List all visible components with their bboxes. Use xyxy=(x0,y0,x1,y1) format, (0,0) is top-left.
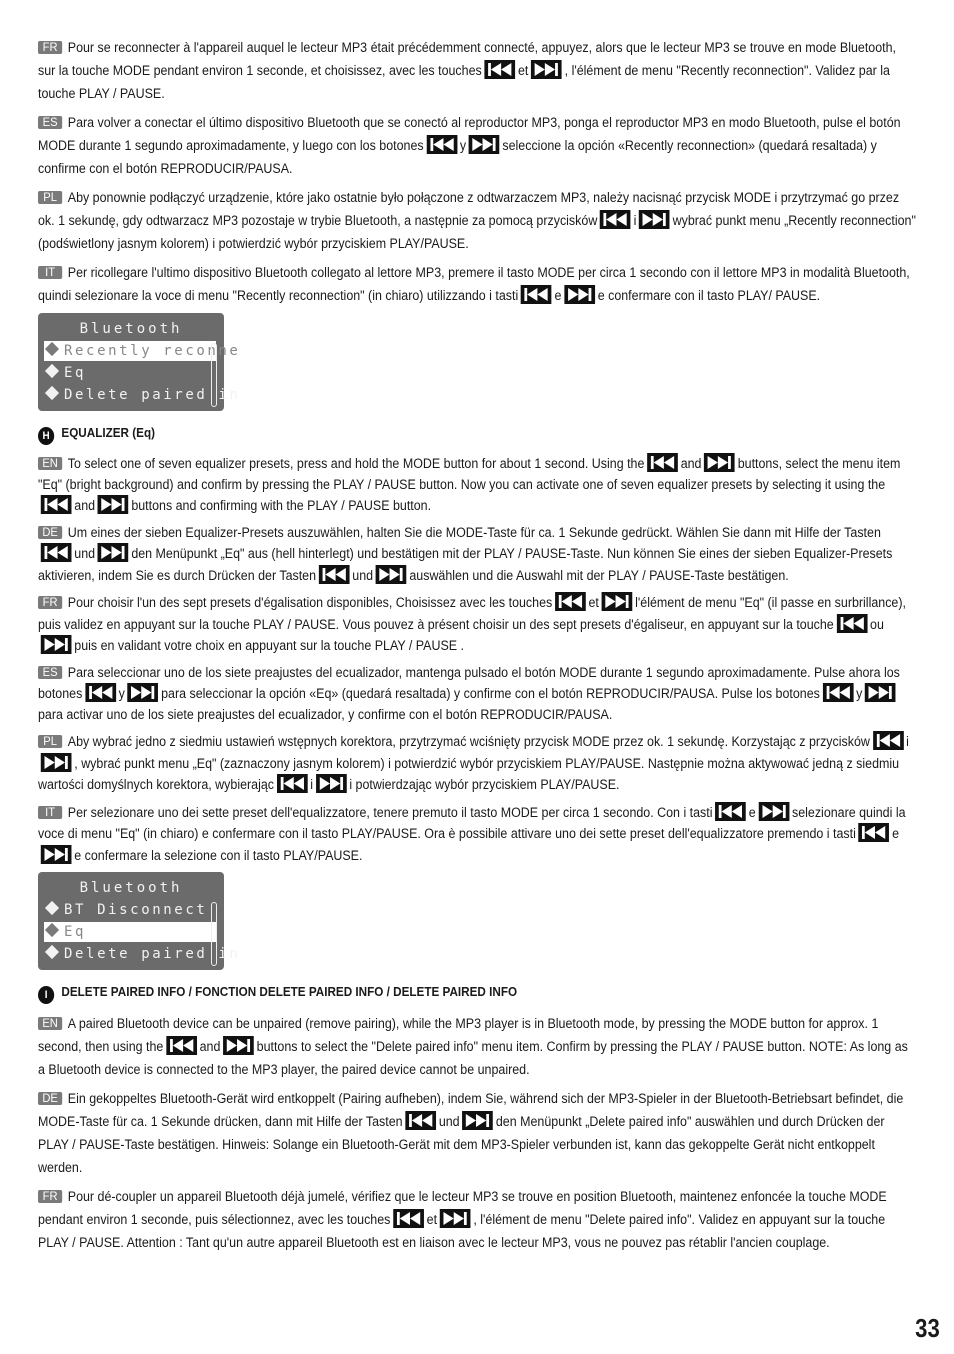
skip-previous-icon xyxy=(41,543,72,562)
language-badge: EN xyxy=(38,457,62,470)
lcd-menu-item xyxy=(44,341,241,361)
skip-next-icon xyxy=(759,802,790,821)
skip-previous-icon xyxy=(85,683,116,702)
skip-previous-icon xyxy=(393,1209,424,1228)
section-title: DELETE PAIRED INFO / FONCTION DELETE PAIRED INFO / DELETE PAIRED INFO xyxy=(61,984,518,999)
paragraph-text: wybrać punkt menu „Recently reconnection" (podświetlony jasnym kolorem) i potwierdzić wybór przyciskiem PLAY/PAUSE. xyxy=(38,213,916,251)
skip-next-icon xyxy=(98,495,129,514)
paragraph-text: puis en validant votre choix en appuyant sur la touche PLAY / PAUSE . xyxy=(74,638,465,653)
skip-next-icon xyxy=(98,543,129,562)
paragraph-text: Ein gekoppeltes Bluetooth-Gerät wird entkoppelt (Pairing aufheben), indem Sie, während sich der MP3-Spieler in der Bluetooth-Betriebsart befindet, die MODE-Taste für ca. 1 Sekunde drücken, dann mit Hilfe der Tasten xyxy=(38,1091,904,1129)
skip-previous-icon xyxy=(405,1111,436,1130)
paragraph-text: e confermare la selezione con il tasto PLAY/PAUSE. xyxy=(74,847,363,863)
skip-next-icon xyxy=(564,285,595,304)
lcd-menu-item xyxy=(44,385,241,405)
skip-next-icon xyxy=(223,1036,254,1055)
skip-next-icon xyxy=(469,135,500,154)
lcd-menu-item xyxy=(44,944,241,964)
paragraph-text: para seleccionar la opción «Eq» (quedará resaltada) y confirme con el botón REPRODUCIR/PAUSA. Pulse los botones xyxy=(161,686,820,701)
paragraph-de xyxy=(38,523,916,587)
language-badge: DE xyxy=(38,526,62,539)
skip-previous-icon xyxy=(837,614,868,633)
skip-previous-icon xyxy=(166,1036,197,1055)
skip-next-icon xyxy=(41,635,72,654)
paragraph-en xyxy=(38,1012,916,1081)
skip-next-icon xyxy=(316,774,347,793)
language-badge: FR xyxy=(38,596,62,609)
language-badge: FR xyxy=(38,1190,62,1203)
paragraph-text: para activar uno de los siete preajustes del ecualizador, y confirme con el botón REPRODUCIR/PAUSA. xyxy=(38,706,613,722)
skip-next-icon xyxy=(41,753,72,772)
page-number: 33 xyxy=(915,1313,940,1343)
paragraph-text: Pour se reconnecter à l'appareil auquel le lecteur MP3 était précédemment connecté, appuyez, alors que le lecteur MP3 se trouve en mode Bluetooth, sur la touche MODE pendant environ 1 seconde, et choisissez, avec les touches xyxy=(38,40,896,78)
paragraph-text: i xyxy=(310,777,314,792)
skip-previous-icon xyxy=(600,210,631,229)
skip-previous-icon xyxy=(647,453,678,472)
language-badge: PL xyxy=(38,735,62,748)
paragraph-text: und xyxy=(352,567,374,583)
paragraph-fr xyxy=(38,1185,916,1254)
language-badge: IT xyxy=(38,806,62,819)
skip-previous-icon xyxy=(426,135,457,154)
lcd-scrollbar xyxy=(211,902,217,966)
skip-previous-icon xyxy=(859,823,890,842)
lcd-menu-label: BT Disconnect xyxy=(64,902,208,918)
lcd-scrollbar xyxy=(211,343,217,407)
section-title: EQUALIZER (Eq) xyxy=(61,425,155,440)
paragraph-text: Pour dé-coupler un appareil Bluetooth déjà jumelé, vérifiez que le lecteur MP3 se trouve en position Bluetooth, maintenez enfoncée la touche MODE pendant environ 1 seconde, puis sélectionnez, avec les touches xyxy=(38,1189,887,1227)
paragraph-text: buttons and confirming with the PLAY / PAUSE button. xyxy=(131,498,432,513)
lcd-menu-item xyxy=(44,363,216,383)
paragraph-es xyxy=(38,111,916,180)
paragraph-text: Para volver a conectar el último dispositivo Bluetooth que se conectó al reproductor MP3, ponga el reproductor MP3 en modo Bluetooth, pulse el botón MODE durante 1 segundo aproximadamente, y luego con los botones xyxy=(38,115,901,153)
section-heading xyxy=(38,984,828,1004)
paragraph-text: auswählen und die Auswahl mit der PLAY / PAUSE-Taste bestätigen. xyxy=(409,567,789,583)
lcd-menu-label: Delete paired in xyxy=(64,387,241,403)
paragraph-text: i potwierdzając wybór przyciskiem PLAY/PAUSE. xyxy=(349,777,620,792)
skip-previous-icon xyxy=(873,731,904,750)
lcd-menu-item xyxy=(44,922,216,942)
skip-previous-icon xyxy=(521,285,552,304)
paragraph-text: and xyxy=(74,498,96,513)
diamond-bullet-icon xyxy=(45,364,59,378)
paragraph-text: A paired Bluetooth device can be unpaired (remove pairing), while the MP3 player is in Bluetooth mode, by pressing the MODE button for approx. 1 second, then using the xyxy=(38,1016,879,1054)
paragraph-text: y xyxy=(459,138,467,153)
lcd-title: Bluetooth xyxy=(79,880,183,896)
paragraph-text: den Menüpunkt „Eq" aus (hell hinterlegt) und bestätigen mit der PLAY / PAUSE-Taste. Nun können Sie eines der sieben Equalizer-Presets aktivieren, indem Sie es durch Drücken der Tasten xyxy=(38,546,893,583)
section-heading xyxy=(38,425,828,445)
paragraph-text: Per selezionare uno dei sette preset dell'equalizzatore, tenere premuto il tasto MODE per circa 1 secondo. Con i tasti xyxy=(67,804,713,820)
diamond-bullet-icon xyxy=(45,342,59,356)
skip-previous-icon xyxy=(41,495,72,514)
paragraph-es xyxy=(38,663,916,726)
lcd-menu-item xyxy=(44,900,216,920)
skip-next-icon xyxy=(639,210,670,229)
paragraph-text: Per ricollegare l'ultimo dispositivo Bluetooth collegato al lettore MP3, premere il tasto MODE per circa 1 secondo con il lettore MP3 in modalità Bluetooth, quindi selezionare la voce di menu "Recently reconnection" (in chiaro) utilizzando i tasti xyxy=(38,265,910,303)
paragraph-text: et xyxy=(426,1212,438,1227)
paragraph-text: buttons, select the menu item "Eq" (bright background) and confirm by pressing the PLAY / PAUSE button. Now you can activate one of seven equalizer presets by selecting it using the xyxy=(38,456,901,492)
paragraph-text: i xyxy=(906,734,909,749)
lcd-menu-label: Eq xyxy=(64,365,87,381)
page-content xyxy=(38,36,916,1260)
paragraph-text: ou xyxy=(870,616,884,632)
skip-next-icon xyxy=(440,1209,471,1228)
lcd-menu-label: Eq xyxy=(64,924,87,940)
paragraph-pl xyxy=(38,186,916,255)
paragraph-text: und xyxy=(74,546,96,561)
skip-next-icon xyxy=(704,453,735,472)
skip-next-icon xyxy=(376,565,407,584)
paragraph-text: seleccione la opción «Recently reconnection» (quedará resaltada) y confirme con el botón REPRODUCIR/PAUSA. xyxy=(38,138,877,176)
paragraph-text: und xyxy=(438,1114,460,1129)
paragraph-fr xyxy=(38,36,916,105)
paragraph-text: , l'élément de menu "Delete paired info". Validez en appuyant sur la touche PLAY / PAUSE. Attention : Tant qu'un autre appareil Bluetooth est en liaison avec le lecteur MP3, vous ne pouvez pas rétablir l'ancien couplage. xyxy=(38,1212,886,1250)
skip-previous-icon xyxy=(715,802,746,821)
paragraph-text: l'élément de menu "Eq" (il passe en surbrillance), puis validez en appuyant sur la touche PLAY / PAUSE. Vous pouvez à présent choisir un des sept presets d'égaliseur, en appuyant sur la touche xyxy=(38,595,906,632)
paragraph-text: buttons to select the "Delete paired info" menu item. Confirm by pressing the PLAY / PAUSE button. NOTE: As long as a Bluetooth device is connected to the MP3 player, the paired device cannot be unpaired. xyxy=(38,1039,908,1077)
language-badge: FR xyxy=(38,41,62,54)
skip-previous-icon xyxy=(555,592,586,611)
paragraph-text: e xyxy=(554,288,562,303)
paragraph-text: den Menüpunkt „Delete paired info" auswählen und durch Drücken der PLAY / PAUSE-Taste bestätigen. Hinweis: Solange ein Bluetooth-Gerät mit dem MP3-Spieler verbunden ist, kann das gekoppelte Gerät nicht entkoppelt werden. xyxy=(38,1114,885,1175)
skip-next-icon xyxy=(531,60,562,79)
paragraph-text: To select one of seven equalizer presets, press and hold the MODE button for about 1 second. Using the xyxy=(67,456,645,471)
paragraph-fr xyxy=(38,592,916,657)
diamond-bullet-icon xyxy=(45,945,59,959)
paragraph-text: et xyxy=(517,63,529,78)
diamond-bullet-icon xyxy=(45,386,59,400)
lcd-menu-display xyxy=(38,872,241,970)
paragraph-text: Aby ponownie podłączyć urządzenie, które jako ostatnie było połączone z odtwarzaczem MP3, należy nacisnąć przycisk MODE i przytrzymać go przez ok. 1 sekundę, gdy odtwarzacz MP3 pozostaje w trybie Bluetooth, a następnie za pomocą przycisków xyxy=(38,190,900,228)
paragraph-text: and xyxy=(199,1039,221,1054)
paragraph-text: , wybrać punkt menu „Eq" (zaznaczony jasnym kolorem) i potwierdzić wybór przyciskiem PLAY/PAUSE. Następnie można aktywować jedną z siedmiu wartości domyślnych korektora, wybierając xyxy=(38,755,900,792)
language-badge: IT xyxy=(38,266,62,279)
lcd-menu-label: Recently reconne xyxy=(64,343,241,359)
skip-next-icon xyxy=(41,845,72,864)
language-badge: ES xyxy=(38,666,62,679)
skip-next-icon xyxy=(865,683,896,702)
diamond-bullet-icon xyxy=(45,923,59,937)
paragraph-text: selezionare quindi la voce di menu "Eq" (in chiaro) e confermare con il tasto PLAY/PAUSE. Ora è possibile attivare uno dei sette preset dell'equalizzatore premendo i tasti xyxy=(38,804,906,841)
skip-next-icon xyxy=(462,1111,493,1130)
paragraph-en xyxy=(38,453,916,517)
section-letter-badge: H xyxy=(38,427,54,445)
lcd-menu-display xyxy=(38,313,241,411)
language-badge: ES xyxy=(38,116,62,129)
lcd-menu-label: Delete paired in xyxy=(64,946,241,962)
paragraph-text: e xyxy=(748,804,756,820)
paragraph-text: Para seleccionar uno de los siete preajustes del ecualizador, mantenga pulsado el botón MODE durante 1 segundo aproximadamente. Pulse ahora los botones xyxy=(38,664,900,701)
skip-previous-icon xyxy=(823,683,854,702)
diamond-bullet-icon xyxy=(45,901,59,915)
language-badge: PL xyxy=(38,191,62,204)
lcd-title: Bluetooth xyxy=(79,321,183,337)
paragraph-text: et xyxy=(588,595,599,610)
section-letter-badge: I xyxy=(38,986,54,1004)
paragraph-text: i xyxy=(633,213,637,228)
paragraph-text: e confermare con il tasto PLAY/ PAUSE. xyxy=(597,288,821,303)
language-badge: EN xyxy=(38,1017,62,1030)
paragraph-text: e xyxy=(892,826,900,841)
skip-next-icon xyxy=(128,683,159,702)
paragraph-text: y xyxy=(856,686,863,701)
paragraph-it xyxy=(38,802,916,867)
skip-previous-icon xyxy=(277,774,308,793)
paragraph-it xyxy=(38,261,916,307)
paragraph-de xyxy=(38,1087,916,1179)
skip-previous-icon xyxy=(485,60,516,79)
paragraph-text: y xyxy=(118,686,125,701)
skip-previous-icon xyxy=(319,565,350,584)
language-badge: DE xyxy=(38,1092,62,1105)
paragraph-text: Um eines der sieben Equalizer-Presets auszuwählen, halten Sie die MODE-Taste für ca. 1 Sekunde gedrückt. Wählen Sie dann mit Hilfe der Tasten xyxy=(67,524,881,540)
paragraph-text: Aby wybrać jedno z siedmiu ustawień wstępnych korektora, przytrzymać wciśnięty przycisk MODE przez ok. 1 sekundę. Korzystając z przycisków xyxy=(67,734,870,749)
paragraph-text: Pour choisir l'un des sept presets d'égalisation disponibles, Choisissez avec les touches xyxy=(67,595,553,610)
paragraph-text: and xyxy=(680,456,702,471)
paragraph-text: , l'élément de menu "Recently reconnection". Validez par la touche PLAY / PAUSE. xyxy=(38,63,890,101)
paragraph-pl xyxy=(38,731,916,796)
skip-next-icon xyxy=(602,592,633,611)
